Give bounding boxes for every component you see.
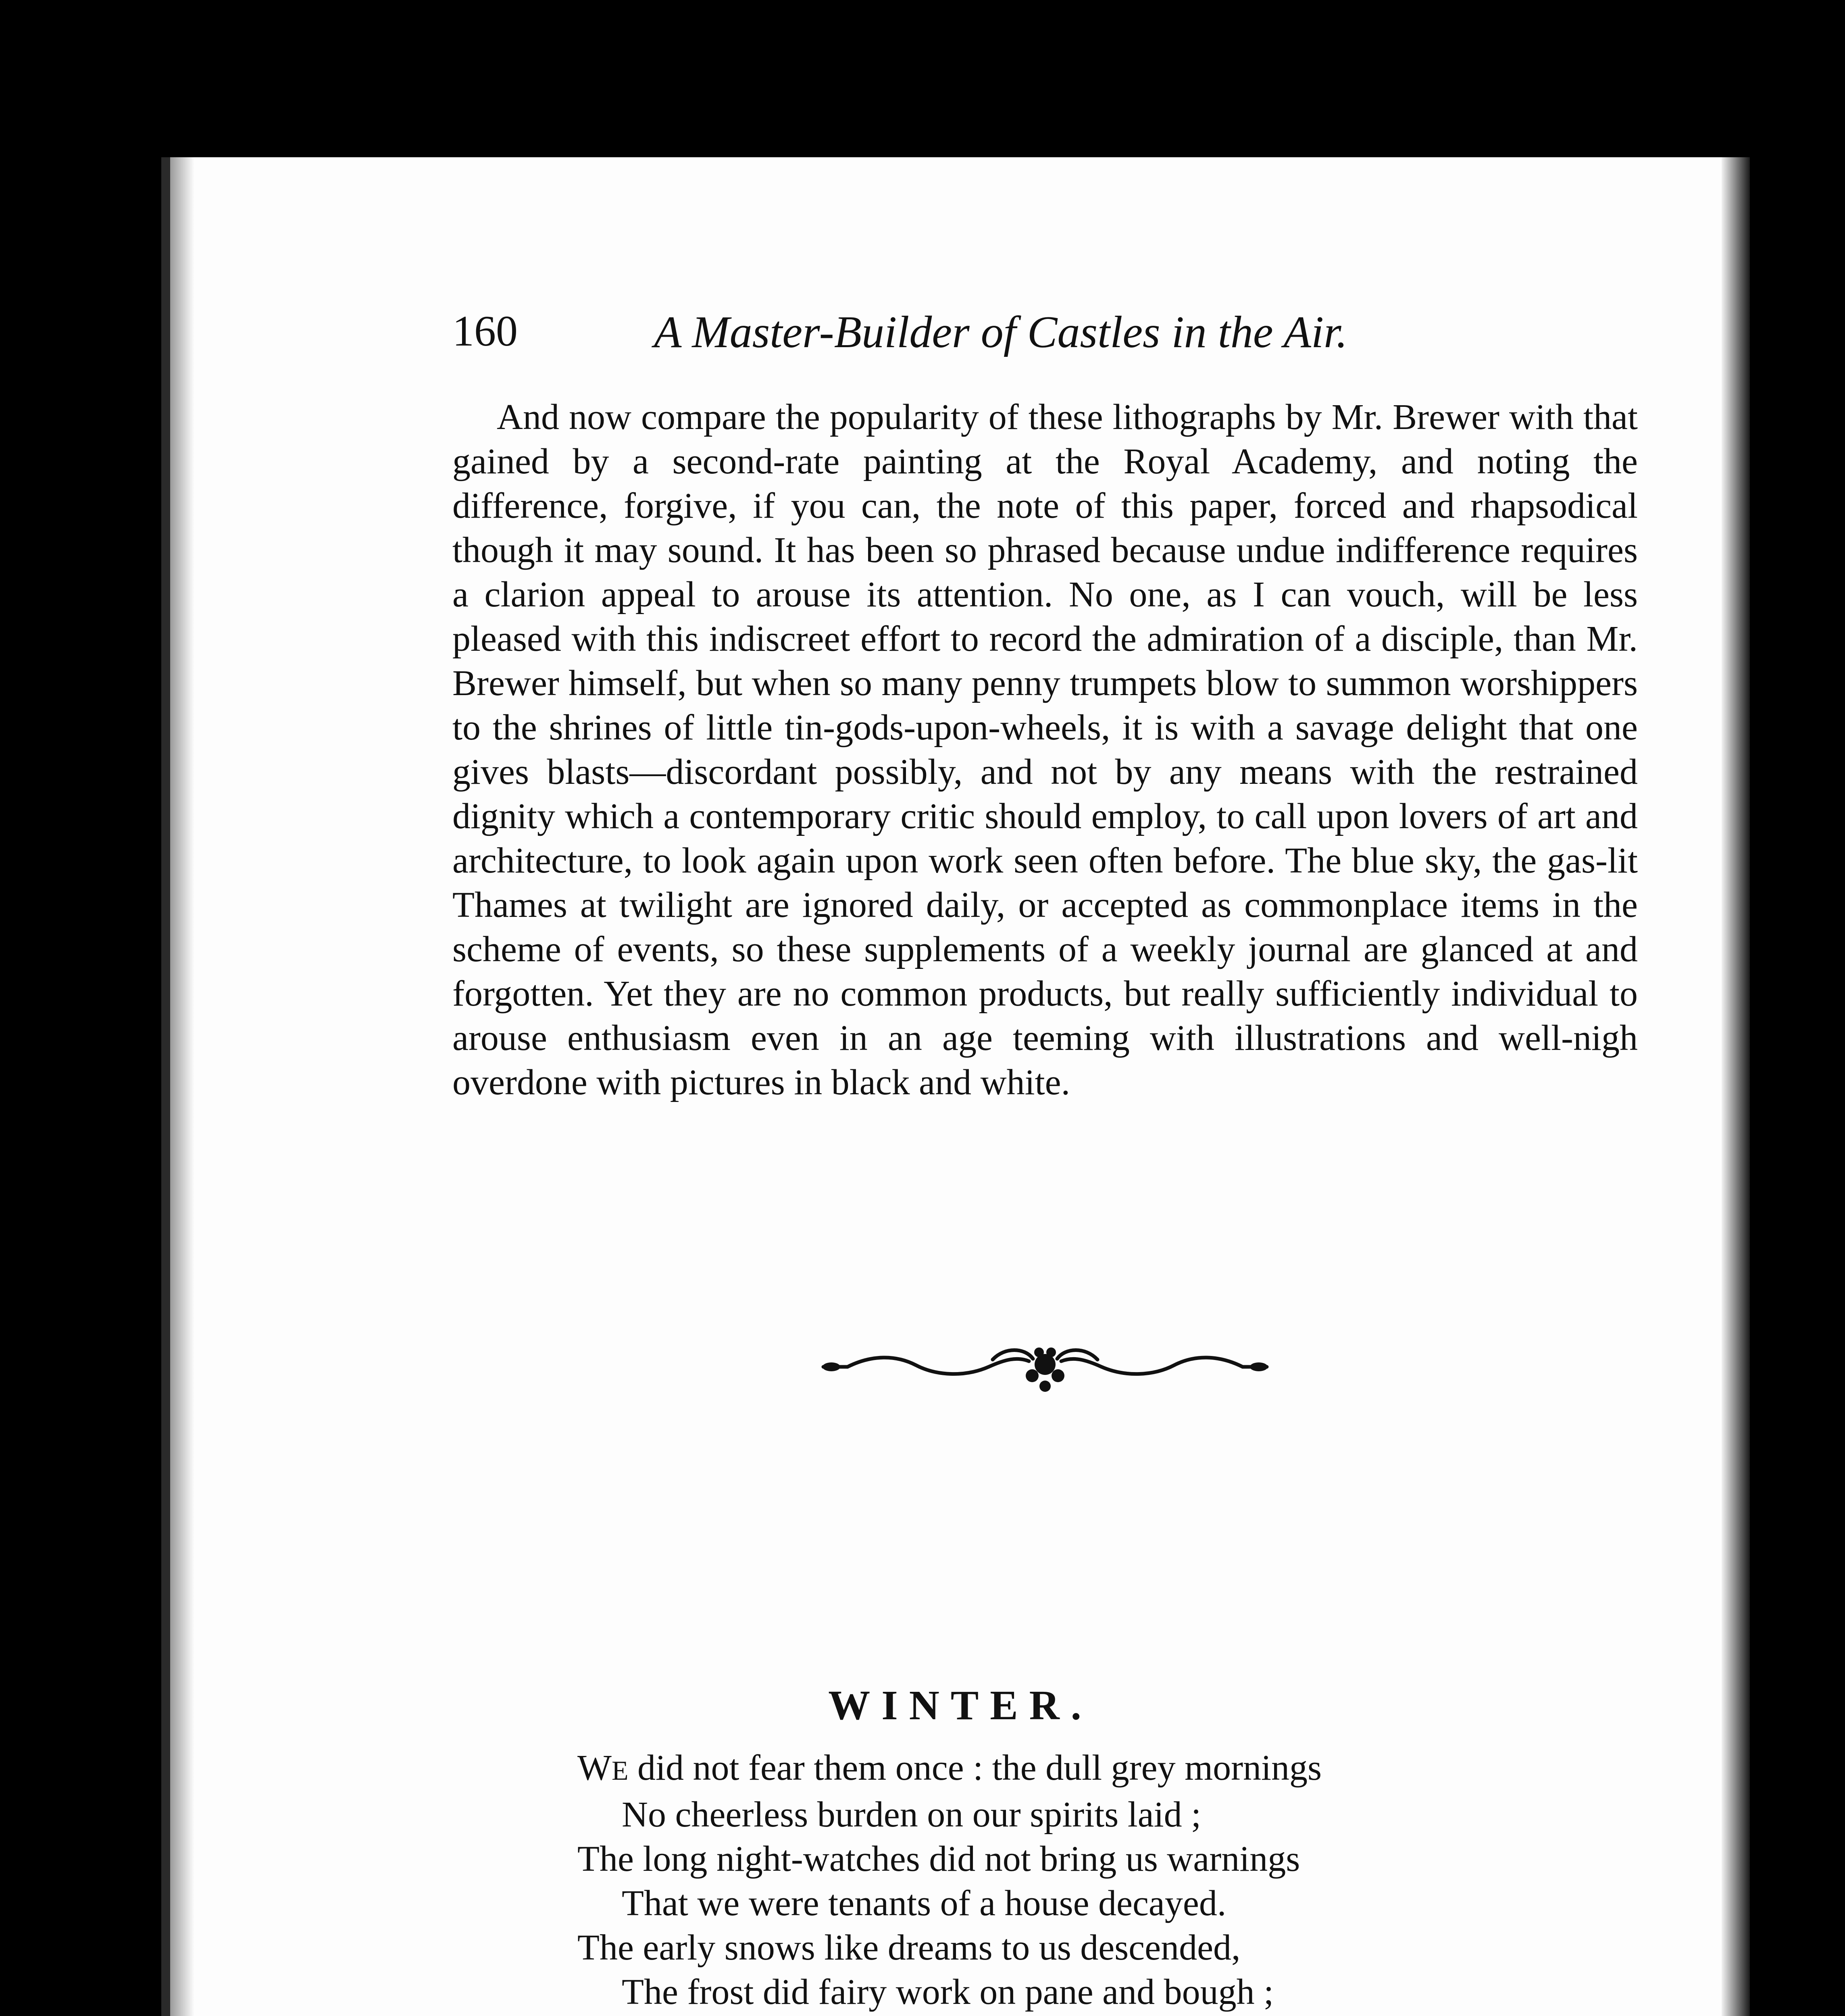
book-page [161,157,1750,2016]
poem-line: The frost did fairy work on pane and bough ; [622,1972,1274,2012]
poem-smallcaps: E [611,1755,629,1786]
poem-title: WINTER. [828,1682,1093,1729]
poem-line [577,2014,1706,2016]
running-head-title: A Master-Builder of Castles in the Air. [654,307,1348,357]
poem-stanza-1 [577,1746,1706,2016]
running-head [452,306,1646,387]
poem-initial: W [577,1748,612,1788]
poem-line: The long night-watches did not bring us warnings [577,1839,1300,1879]
gutter-shadow [170,157,194,2016]
scroll-flourish-icon [815,1339,1275,1395]
poem-line: The early snows like dreams to us descended, [577,1928,1241,1968]
poem-line-text: did not fear them once : the dull grey mornings [628,1748,1322,1788]
poem-line: That we were tenants of a house decayed. [622,1883,1227,1923]
poem-line [577,1746,1706,1793]
page-number: 160 [452,307,518,355]
body-paragraph: And now compare the popularity of these lithographs by Mr. Brewer with that gained by a second-rate painting at the Royal Academy, and noting the difference, forgive, if you can, the note of this paper, forced and rhapsodical though it may sound. It has been so phrased because undue indifference requires a clarion appeal to arouse its attention. No one, as I can vouch, will be less pleased with this indiscreet effort to record the admiration of a disciple, than Mr. Brewer himself, but when so many penny trumpets blow to summon worshippers to the shrines of little tin-gods-upon-wheels, it is with a savage delight that one gives blasts—discordant possibly, and not by any means with the restrained dignity which a contemporary critic should employ, to call upon lovers of art and architecture, to look again upon work seen often before. The blue sky, the gas-lit Thames at twilight are ignored daily, or accepted as commonplace items in the scheme of events, so these supplements of a weekly journal are glanced at and forgotten. Yet they are no common products, but really sufficiently individual to arouse enthusiasm even in an age teeming with illustrations and well-nigh overdone with pictures in black and white. [452,397,1638,1102]
poem-line: No cheerless burden on our spirits laid ; [622,1795,1202,1835]
page-edge [1722,157,1750,2016]
